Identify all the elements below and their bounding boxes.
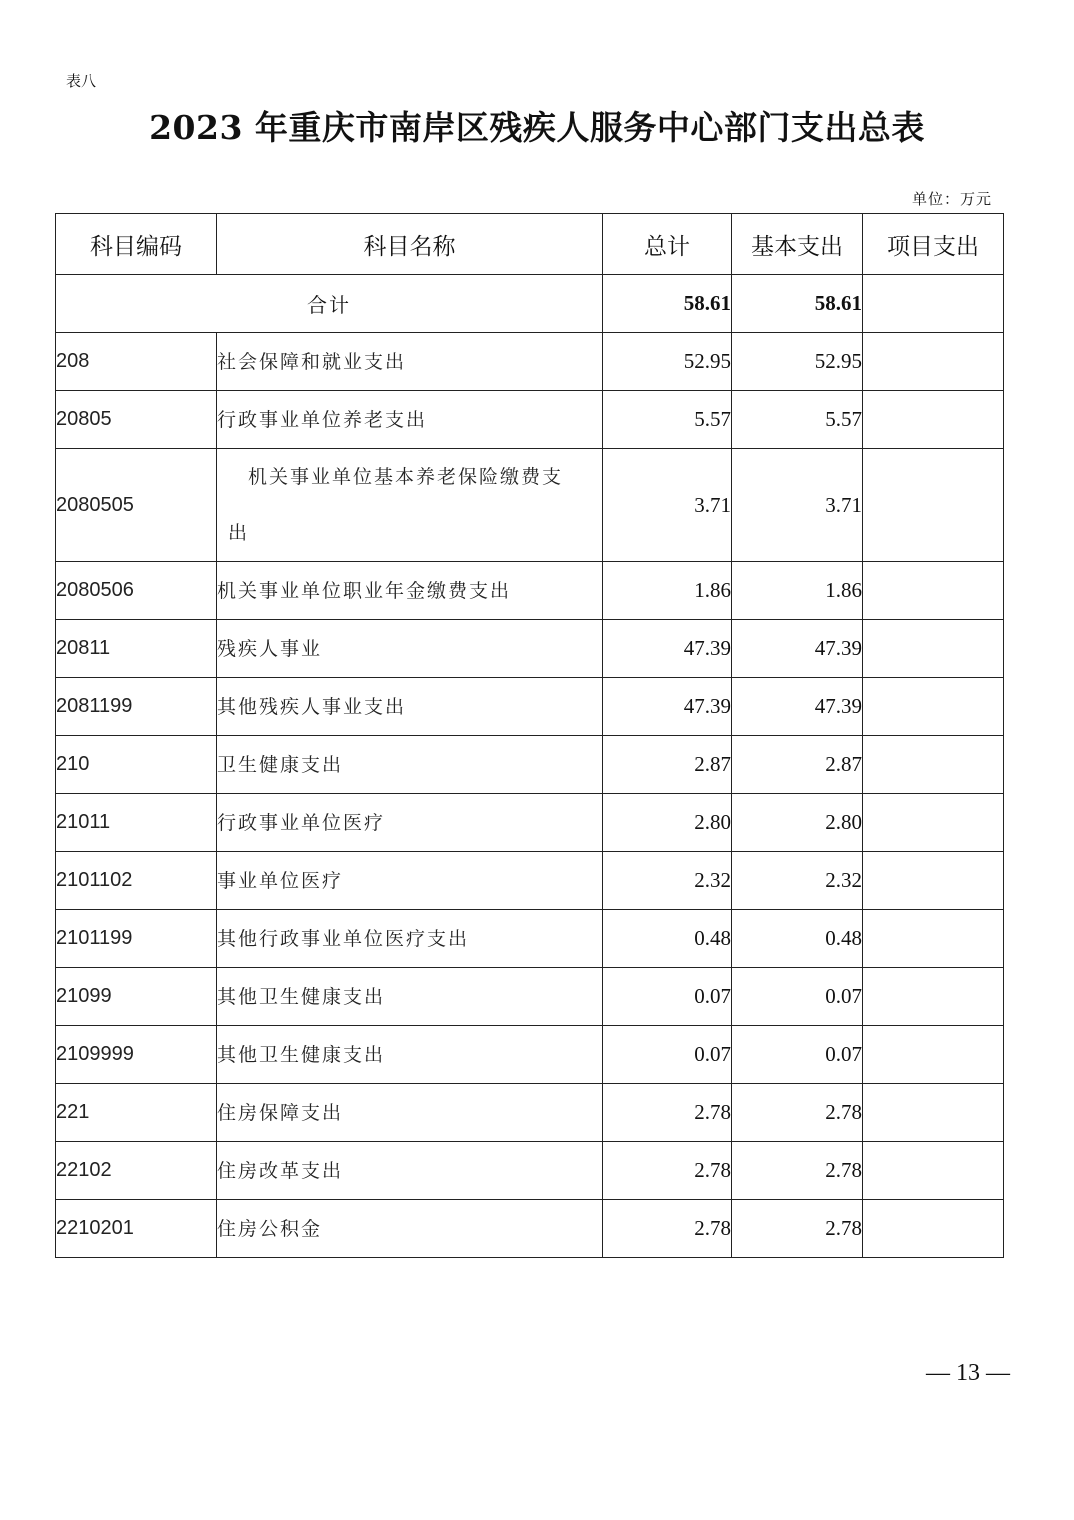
row-code: 22102 bbox=[56, 1142, 217, 1200]
row-basic: 52.95 bbox=[732, 333, 863, 391]
row-code: 221 bbox=[56, 1084, 217, 1142]
row-project bbox=[863, 678, 1004, 736]
row-total: 47.39 bbox=[603, 678, 732, 736]
row-total: 0.48 bbox=[603, 910, 732, 968]
row-total: 47.39 bbox=[603, 620, 732, 678]
row-total: 2.87 bbox=[603, 736, 732, 794]
row-total: 3.71 bbox=[603, 449, 732, 562]
table-row bbox=[56, 794, 1004, 852]
row-basic: 0.48 bbox=[732, 910, 863, 968]
total-row bbox=[56, 275, 1004, 333]
table-row bbox=[56, 910, 1004, 968]
row-name: 住房公积金 bbox=[217, 1200, 603, 1258]
row-project bbox=[863, 736, 1004, 794]
row-project bbox=[863, 852, 1004, 910]
row-name: 事业单位医疗 bbox=[217, 852, 603, 910]
row-code: 2080506 bbox=[56, 562, 217, 620]
table-number-label: 表八 bbox=[66, 72, 97, 90]
row-code: 2101102 bbox=[56, 852, 217, 910]
row-project bbox=[863, 391, 1004, 449]
header-total: 总计 bbox=[603, 214, 732, 275]
row-name: 机关事业单位职业年金缴费支出 bbox=[217, 562, 603, 620]
table-row bbox=[56, 1084, 1004, 1142]
row-name: 住房保障支出 bbox=[217, 1084, 603, 1142]
row-basic: 2.87 bbox=[732, 736, 863, 794]
row-total: 52.95 bbox=[603, 333, 732, 391]
table-row bbox=[56, 1200, 1004, 1258]
header-basic: 基本支出 bbox=[732, 214, 863, 275]
total-project bbox=[863, 275, 1004, 333]
row-basic: 2.78 bbox=[732, 1084, 863, 1142]
row-project bbox=[863, 562, 1004, 620]
row-name: 行政事业单位医疗 bbox=[217, 794, 603, 852]
row-total: 2.78 bbox=[603, 1084, 732, 1142]
row-code: 2210201 bbox=[56, 1200, 217, 1258]
row-project bbox=[863, 1026, 1004, 1084]
row-code: 21099 bbox=[56, 968, 217, 1026]
row-name: 社会保障和就业支出 bbox=[217, 333, 603, 391]
row-code: 208 bbox=[56, 333, 217, 391]
table-row bbox=[56, 678, 1004, 736]
row-code: 20805 bbox=[56, 391, 217, 449]
table-row bbox=[56, 852, 1004, 910]
row-basic: 0.07 bbox=[732, 1026, 863, 1084]
row-basic: 47.39 bbox=[732, 620, 863, 678]
row-total: 5.57 bbox=[603, 391, 732, 449]
row-name: 其他行政事业单位医疗支出 bbox=[217, 910, 603, 968]
row-total: 1.86 bbox=[603, 562, 732, 620]
row-total: 2.78 bbox=[603, 1142, 732, 1200]
header-project: 项目支出 bbox=[863, 214, 1004, 275]
row-basic: 3.71 bbox=[732, 449, 863, 562]
row-name: 住房改革支出 bbox=[217, 1142, 603, 1200]
table-row bbox=[56, 1142, 1004, 1200]
table-row bbox=[56, 736, 1004, 794]
row-name: 其他残疾人事业支出 bbox=[217, 678, 603, 736]
row-total: 0.07 bbox=[603, 1026, 732, 1084]
row-name: 其他卫生健康支出 bbox=[217, 968, 603, 1026]
row-code: 20811 bbox=[56, 620, 217, 678]
row-project bbox=[863, 1084, 1004, 1142]
row-project bbox=[863, 333, 1004, 391]
total-basic: 58.61 bbox=[732, 275, 863, 333]
row-project bbox=[863, 620, 1004, 678]
row-project bbox=[863, 1142, 1004, 1200]
row-project bbox=[863, 910, 1004, 968]
row-total: 0.07 bbox=[603, 968, 732, 1026]
row-basic: 2.78 bbox=[732, 1142, 863, 1200]
row-name: 其他卫生健康支出 bbox=[217, 1026, 603, 1084]
row-basic: 47.39 bbox=[732, 678, 863, 736]
row-basic: 2.78 bbox=[732, 1200, 863, 1258]
row-name: 残疾人事业 bbox=[217, 620, 603, 678]
row-project bbox=[863, 1200, 1004, 1258]
expenditure-table bbox=[55, 213, 1004, 1258]
header-name: 科目名称 bbox=[217, 214, 603, 275]
row-total: 2.32 bbox=[603, 852, 732, 910]
header-code: 科目编码 bbox=[56, 214, 217, 275]
row-total: 2.80 bbox=[603, 794, 732, 852]
row-code: 21011 bbox=[56, 794, 217, 852]
page-number: — 13 — bbox=[926, 1360, 1010, 1386]
row-basic: 1.86 bbox=[732, 562, 863, 620]
table-row bbox=[56, 968, 1004, 1026]
row-code: 2081199 bbox=[56, 678, 217, 736]
table-row bbox=[56, 449, 1004, 562]
table-row bbox=[56, 562, 1004, 620]
row-basic: 5.57 bbox=[732, 391, 863, 449]
total-label: 合计 bbox=[56, 275, 603, 333]
row-total: 2.78 bbox=[603, 1200, 732, 1258]
row-name: 卫生健康支出 bbox=[217, 736, 603, 794]
row-basic: 0.07 bbox=[732, 968, 863, 1026]
row-code: 2109999 bbox=[56, 1026, 217, 1084]
row-code: 2080505 bbox=[56, 449, 217, 562]
table-row bbox=[56, 333, 1004, 391]
row-basic: 2.80 bbox=[732, 794, 863, 852]
unit-label: 单位：万元 bbox=[911, 190, 992, 208]
table-row bbox=[56, 1026, 1004, 1084]
row-project bbox=[863, 449, 1004, 562]
row-name: 行政事业单位养老支出 bbox=[217, 391, 603, 449]
table-row bbox=[56, 391, 1004, 449]
row-basic: 2.32 bbox=[732, 852, 863, 910]
header-row bbox=[56, 214, 1004, 275]
row-project bbox=[863, 794, 1004, 852]
total-total: 58.61 bbox=[603, 275, 732, 333]
row-name: 机关事业单位基本养老保险缴费支出 bbox=[217, 449, 603, 562]
row-code: 2101199 bbox=[56, 910, 217, 968]
document-title: 2023 年重庆市南岸区残疾人服务中心部门支出总表 bbox=[149, 108, 925, 147]
row-project bbox=[863, 968, 1004, 1026]
row-code: 210 bbox=[56, 736, 217, 794]
table-row bbox=[56, 620, 1004, 678]
